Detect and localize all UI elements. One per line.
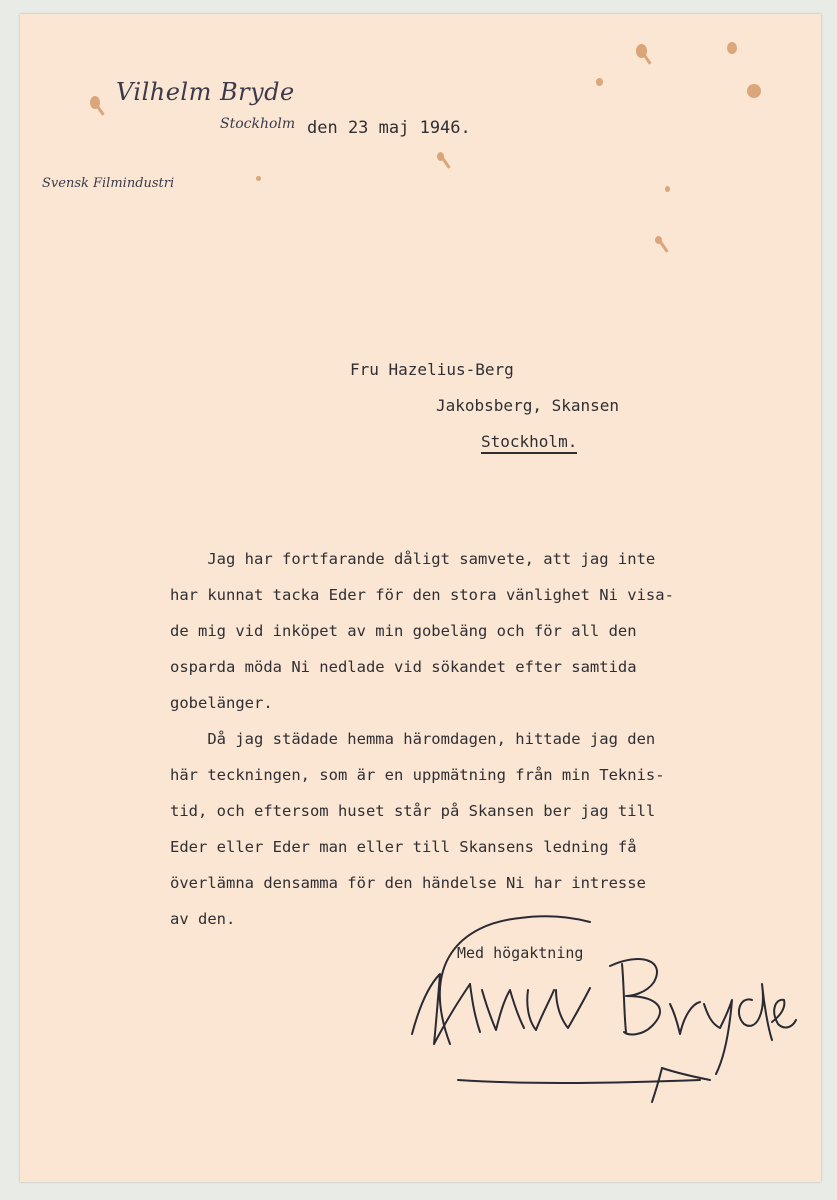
- ink-spot: [665, 186, 670, 192]
- ink-spot: [596, 78, 603, 86]
- recipient-name: Fru Hazelius-Berg: [350, 360, 514, 379]
- ink-spot: [655, 236, 662, 244]
- body-line: tid, och eftersom huset står på Skansen ber jag till: [170, 802, 656, 820]
- ink-spot: [256, 176, 261, 181]
- body-line: Eder eller Eder man eller till Skansens ledning få: [170, 838, 637, 856]
- letter-page: [20, 14, 821, 1182]
- recipient-city: Stockholm.: [481, 432, 577, 454]
- ink-spot: [727, 42, 737, 54]
- handwritten-signature: [400, 904, 800, 1104]
- letterhead-company: Svensk Filmindustri: [42, 176, 175, 191]
- letter-body: [170, 541, 674, 937]
- ink-spot: [90, 96, 100, 109]
- body-line: här teckningen, som är en uppmätning från min Teknis-: [170, 766, 665, 784]
- body-line: Jag har fortfarande dåligt samvete, att jag inte: [170, 550, 656, 568]
- letter-date: den 23 maj 1946.: [307, 118, 471, 138]
- letterhead-city: Stockholm: [220, 116, 296, 132]
- body-line: Då jag städade hemma häromdagen, hittade jag den: [170, 730, 656, 748]
- body-line: överlämna densamma för den händelse Ni har intresse: [170, 874, 646, 892]
- recipient-street: Jakobsberg, Skansen: [436, 396, 620, 415]
- body-line: av den.: [170, 910, 236, 928]
- letterhead-name: Vilhelm Bryde: [116, 78, 295, 106]
- ink-spot: [636, 44, 647, 58]
- closing-phrase: Med högaktning: [457, 944, 584, 962]
- body-line: har kunnat tacka Eder för den stora vänlighet Ni visa-: [170, 586, 674, 604]
- body-line: osparda möda Ni nedlade vid sökandet efter samtida: [170, 658, 637, 676]
- body-line: de mig vid inköpet av min gobeläng och för all den: [170, 622, 637, 640]
- ink-spot: [437, 152, 444, 161]
- body-line: gobelänger.: [170, 694, 273, 712]
- ink-spot: [747, 84, 761, 98]
